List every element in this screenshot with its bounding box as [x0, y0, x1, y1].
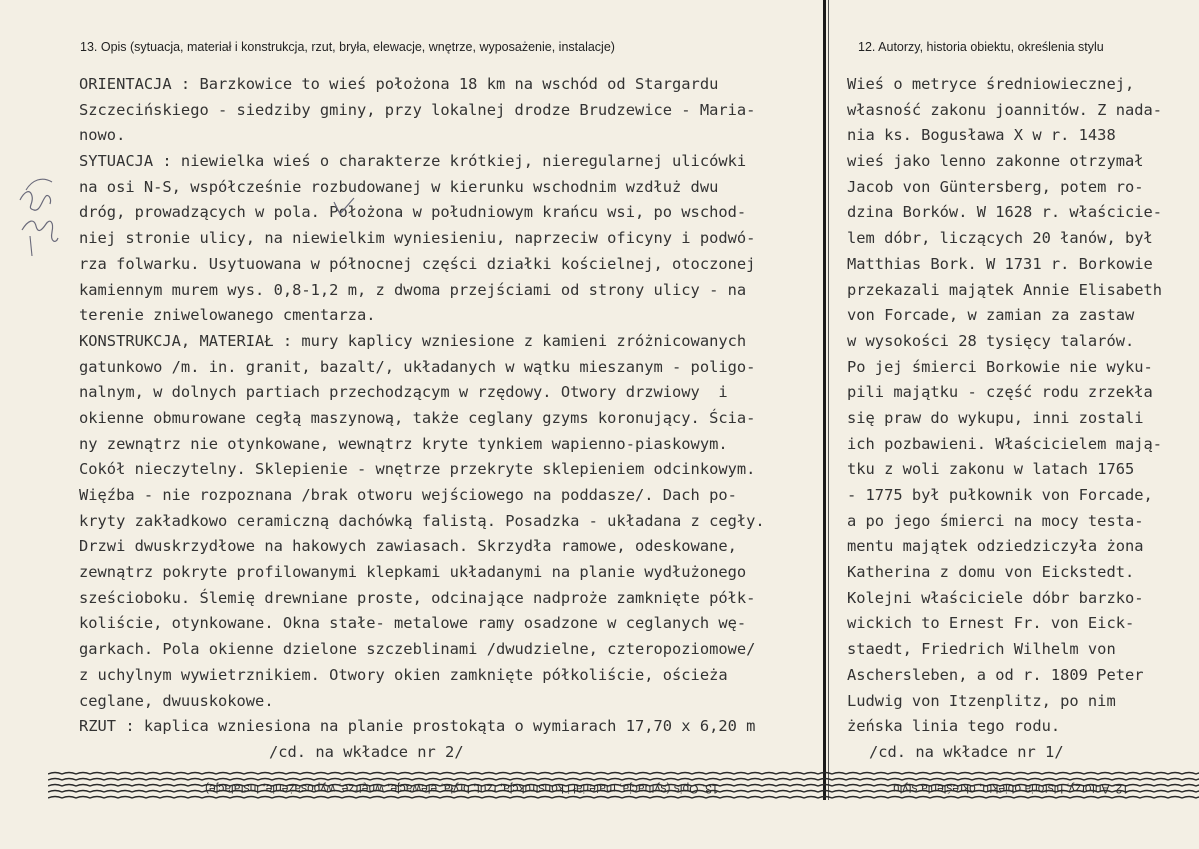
history-line: własność zakonu joannitów. Z nada-: [847, 100, 1163, 119]
description-line: niej stronie ulicy, na niewielkim wyniesieniu, naprzeciw oficyny i podwó-: [79, 229, 756, 248]
description-line: sześcioboku. Ślemię drewniane proste, odcinające nadproże zamknięte półk-: [79, 588, 756, 607]
description-line: garkach. Pola okienne dzielone szczeblinami /dwudzielne, czteropoziomowe/: [79, 640, 756, 659]
history-line: pili majątku - część rodu zrzekła: [847, 383, 1153, 402]
history-line: przekazali majątek Annie Elisabeth: [847, 280, 1163, 299]
description-line: Cokół nieczytelny. Sklepienie - wnętrze przekryte sklepieniem odcinkowym.: [79, 460, 756, 479]
history-line: - 1775 był pułkownik von Forcade,: [847, 486, 1153, 504]
history-line: nia ks. Bogusława X w r. 1438: [847, 126, 1116, 145]
description-line: z uchylnym wywietrznikiem. Otwory okien zamknięte półkoliście, ościeża: [79, 665, 728, 684]
description-line: ceglane, dwuuskokowe.: [79, 691, 274, 710]
history-line: wieś jako lenno zakonne otrzymał: [847, 152, 1144, 171]
pencil-check-mark: [332, 196, 356, 218]
description-line: KONSTRUKCJA, MATERIAŁ : mury kaplicy wzniesione z kamieni zróżnicowanych: [79, 331, 747, 350]
history-line: wickich to Ernest Fr. von Eick-: [847, 614, 1135, 633]
section-13-header: 13. Opis (sytuacja, materiał i konstrukcja, rzut, bryła, elewacje, wnętrze, wyposażenie, instalacje): [80, 40, 615, 54]
wave-line: [48, 773, 1199, 775]
history-line: się praw do wykupu, inni zostali: [847, 408, 1144, 427]
wave-line: [48, 779, 1199, 781]
description-line: koliście, otynkowane. Okna stałe- metalowe ramy osadzone w ceglanych wę-: [79, 614, 747, 633]
history-line: mentu majątek odziedziczyła żona: [847, 537, 1144, 556]
description-line: rza folwarku. Usytuowana w północnej części działki kościelnej, otoczonej: [79, 254, 756, 273]
history-line: von Forcade, w zamian za zastaw: [847, 306, 1135, 325]
description-line: na osi N-S, współcześnie rozbudowanej w kierunku wschodnim wzdłuż dwu: [79, 177, 719, 196]
description-column: [79, 72, 829, 766]
mirrored-footer-left: 13. Opis (sytuacja, materiał i konstrukcja, rzut, bryła, elewacje, wnętrze, wyposażenie, instalacje): [205, 782, 719, 796]
description-line: dróg, prowadzących w pola. Położona w południowym krańcu wsi, po wschod-: [79, 203, 747, 222]
history-line: dzina Borków. W 1628 r. właściciе-: [847, 203, 1163, 222]
history-line: Po jej śmierci Borkowie nie wyku-: [847, 357, 1153, 376]
description-line: nowo.: [79, 126, 126, 145]
description-line: SYTUACJA : niewielka wieś o charakterze krótkiej, nieregularnej ulicówki: [79, 152, 747, 171]
description-line: ny zewnątrz nie otynkowane, wewnątrz kryte tynkiem wapienno-piaskowym.: [79, 434, 728, 453]
history-column: [847, 72, 1199, 766]
handwritten-scribble-icon: [12, 170, 62, 260]
history-line: a po jego śmierci na mocy testa-: [847, 511, 1144, 530]
handwritten-margin-note: [12, 170, 62, 260]
description-line: Drzwi dwuskrzydłowe na hakowych zawiasach. Skrzydła ramowe, odeskowane,: [79, 537, 737, 556]
description-line: ORIENTACJA : Barzkowice to wieś położona 18 km na wschód od Stargardu: [79, 75, 719, 93]
description-line: kryty zakładkowo ceramiczną dachówką falistą. Posadzka - układana z cegły.: [79, 511, 765, 530]
history-line: Katherina z domu von Eickstedt.: [847, 563, 1135, 582]
history-line: ich pozbawieni. Właścicielem mają-: [847, 434, 1163, 453]
history-line: żeńska linia tego rodu.: [847, 717, 1061, 736]
section-12-header: 12. Autorzy, historia obiektu, określenia stylu: [858, 40, 1104, 54]
description-continuation-note: /cd. na wkładce nr 2/: [269, 742, 464, 761]
history-line: staedt, Friedrich Wilhelm von: [847, 640, 1116, 659]
history-line: Wieś o metryce średniowiecznej,: [847, 75, 1135, 93]
history-line: tku z woli zakonu w latach 1765: [847, 460, 1135, 479]
history-line: Jacob von Güntersberg, potem ro-: [847, 177, 1144, 196]
history-continuation-note: /cd. na wkładce nr 1/: [869, 742, 1064, 761]
history-line: Ludwig von Itzenplitz, po nim: [847, 691, 1116, 710]
wave-line: [48, 797, 1199, 799]
description-line: zewnątrz pokryte profilowanymi klepkami układanymi na planie wydłużonego: [79, 563, 747, 582]
description-line: kamiennym murem wys. 0,8-1,2 m, z dwoma przejściami od strony ulicy - na: [79, 280, 747, 299]
history-line: Aschersleben, a od r. 1809 Peter: [847, 665, 1144, 684]
history-line: Kolejni właściciele dóbr barzko-: [847, 588, 1144, 607]
description-line: Więźba - nie rozpoznana /brak otworu wejściowego na poddasze/. Dach po-: [79, 486, 737, 504]
description-line: gatunkowo /m. in. granit, bazalt/, układanych w wątku mieszanym - poligo-: [79, 357, 756, 376]
history-line: w wysokości 28 tysięcy talarów.: [847, 331, 1135, 350]
mirrored-footer-right: 12. Autorzy, historia obiektu, określenia stylu: [893, 782, 1129, 796]
description-line: okienne obmurowane cegłą maszynową, także ceglany gzyms koronujący. Ścia-: [79, 408, 756, 427]
description-line: Szczecińskiego - siedziby gminy, przy lokalnej drodze Brudzewice - Maria-: [79, 100, 756, 119]
history-line: Matthias Bork. W 1731 r. Borkowie: [847, 254, 1153, 273]
description-line: RZUT : kaplica wzniesiona na planie prostokąta o wymiarach 17,70 x 6,20 m: [79, 717, 756, 736]
description-line: nalnym, w dolnych partiach przechodzącym w rzędowy. Otwory drzwiowy i: [79, 383, 728, 402]
history-line: lem dóbr, liczących 20 łanów, był: [847, 229, 1153, 248]
description-line: terenie zniwelowanego cmentarza.: [79, 306, 376, 325]
